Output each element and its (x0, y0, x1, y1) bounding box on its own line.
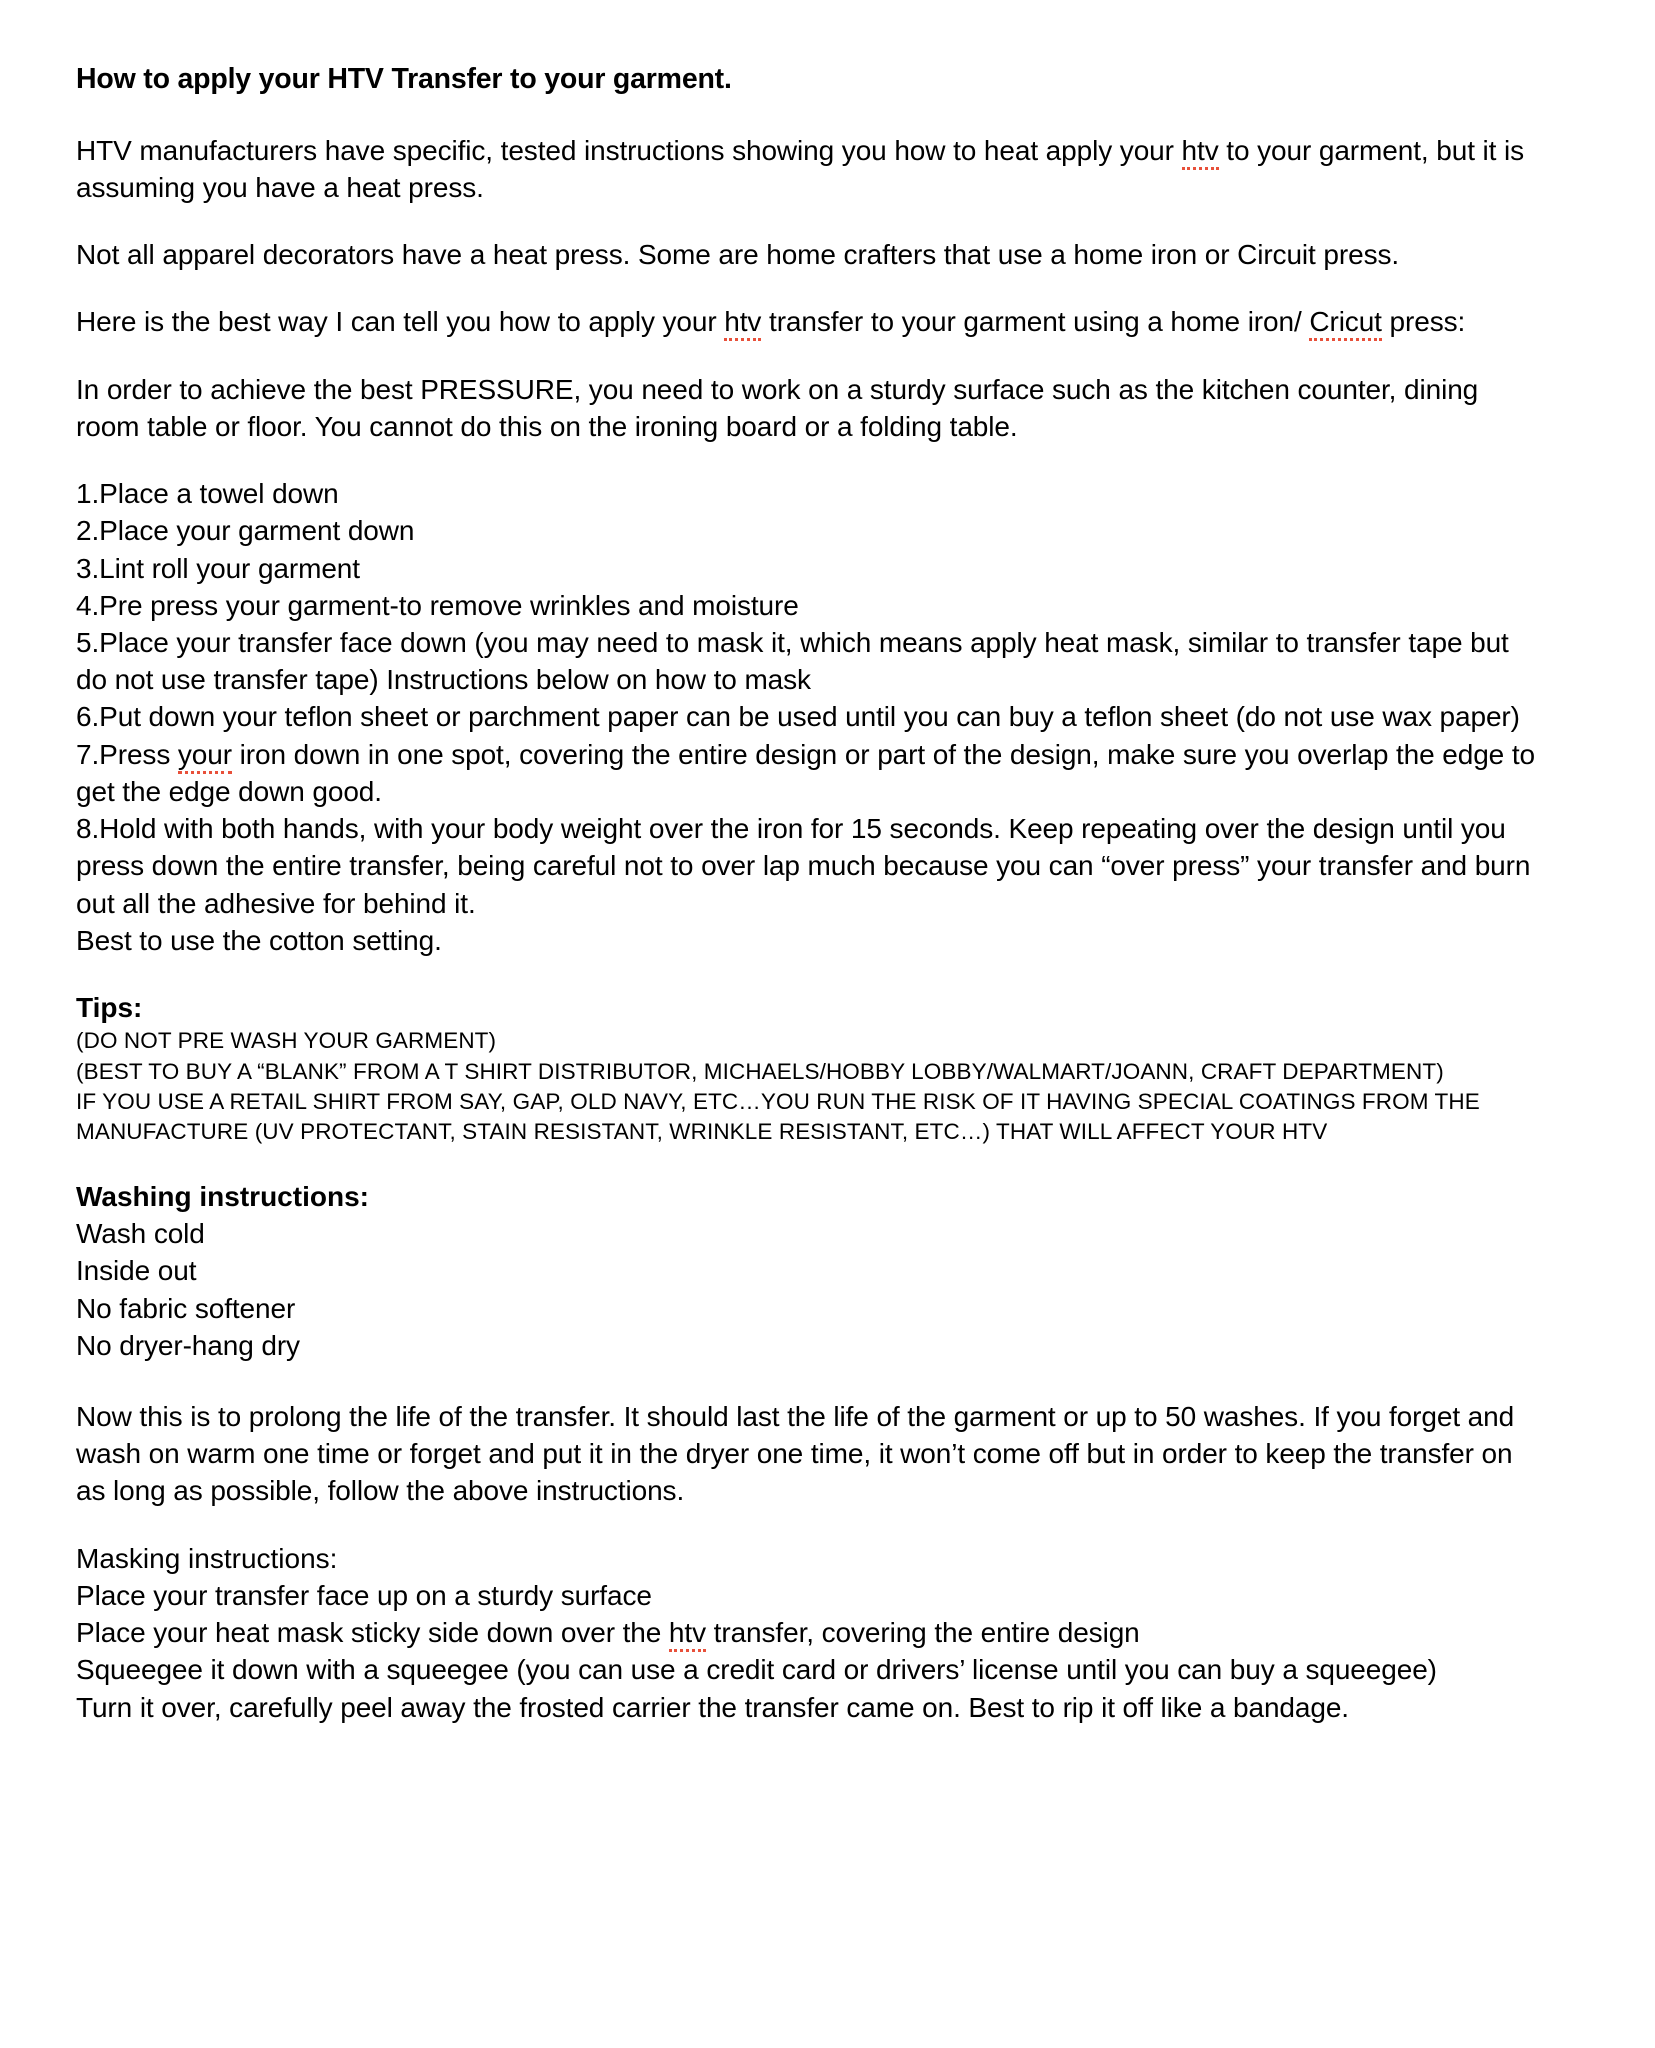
list-item: 4.Pre press your garment-to remove wrinkles and moisture (76, 589, 799, 621)
list-item: No fabric softener (76, 1292, 296, 1324)
spacer (76, 1148, 1546, 1178)
list-item: (BEST TO BUY A “BLANK” FROM A T SHIRT DISTRIBUTOR, MICHAELS/HOBBY LOBBY/WALMART/JOANN, CRAFT DEPARTMENT) (76, 1058, 1444, 1084)
list-item: Place your heat mask sticky side down over the htv transfer, covering the entire design (76, 1614, 1546, 1651)
spacer (76, 341, 1546, 371)
list-item: Place your transfer face up on a sturdy surface (76, 1579, 652, 1611)
list-item: Best to use the cotton setting. (76, 924, 442, 956)
masking-list (76, 1577, 1546, 1726)
list-item: Turn it over, carefully peel away the frosted carrier the transfer came on. Best to rip it off like a bandage. (76, 1691, 1349, 1723)
intro-paragraph-1: HTV manufacturers have specific, tested instructions showing you how to heat apply your htv to your garment, but it is assuming you have a heat press. (76, 134, 1525, 203)
list-item: (DO NOT PRE WASH YOUR GARMENT) (76, 1028, 497, 1054)
spacer (76, 206, 1546, 236)
spellcheck-word-htv: htv (724, 306, 761, 341)
page-title: How to apply your HTV Transfer to your garment. (76, 63, 732, 95)
masking-heading: Masking instructions: (76, 1542, 338, 1574)
tips-heading: Tips: (76, 992, 143, 1024)
washing-heading: Washing instructions: (76, 1180, 369, 1212)
spellcheck-word-your: your (178, 739, 232, 774)
list-item: 2.Place your garment down (76, 515, 415, 547)
spellcheck-word-cricut: Cricut (1309, 306, 1382, 341)
document-body (76, 62, 1546, 1726)
list-item: 8.Hold with both hands, with your body weight over the iron for 15 seconds. Keep repeating over the design until you press down the entire transfer, being careful not to over lap much because you can “over press” your transfer and burn out all the adhesive for behind it. (76, 813, 1531, 919)
list-item: Inside out (76, 1255, 197, 1287)
list-item: 1.Place a towel down (76, 478, 339, 510)
list-item: No dryer-hang dry (76, 1329, 300, 1361)
list-item: IF YOU USE A RETAIL SHIRT FROM SAY, GAP, OLD NAVY, ETC…YOU RUN THE RISK OF IT HAVING SPECIAL COATINGS FROM THE MANUFACTURE (UV PROTECTANT, STAIN RESISTANT, WRINKLE RESISTANT, ETC…) THAT WILL AFFECT YOUR HTV (76, 1089, 1480, 1145)
spacer (76, 1364, 1546, 1398)
list-item: Squeegee it down with a squeegee (you can use a credit card or drivers’ license until you can buy a squeegee) (76, 1654, 1437, 1686)
spacer (76, 98, 1546, 132)
list-item: 5.Place your transfer face down (you may need to mask it, which means apply heat mask, similar to transfer tape but do not use transfer tape) Instructions below on how to mask (76, 626, 1509, 696)
intro-paragraph-4: In order to achieve the best PRESSURE, you need to work on a sturdy surface such as the kitchen counter, dining room table or floor. You cannot do this on the ironing board or a folding table. (76, 373, 1479, 442)
spacer (76, 1510, 1546, 1540)
prolong-paragraph: Now this is to prolong the life of the transfer. It should last the life of the garment or up to 50 washes. If you forget and wash on warm one time or forget and put it in the dryer one time, it won’t come off but in order to keep the transfer on as long as possible, follow the above instructions. (76, 1400, 1515, 1507)
spacer (76, 445, 1546, 475)
list-item: Wash cold (76, 1218, 205, 1250)
spellcheck-word-htv: htv (669, 1617, 706, 1652)
spacer (76, 273, 1546, 303)
steps-list (76, 475, 1546, 959)
list-item: 7.Press your iron down in one spot, covering the entire design or part of the design, make sure you overlap the edge to get the edge down good. (76, 738, 1535, 807)
spellcheck-word-htv: htv (1182, 135, 1219, 170)
intro-paragraph-3: Here is the best way I can tell you how to apply your htv transfer to your garment using a home iron/ Cricut press: (76, 303, 1546, 340)
list-item: 6.Put down your teflon sheet or parchment paper can be used until you can buy a teflon sheet (do not use wax paper) (76, 701, 1520, 733)
list-item: 3.Lint roll your garment (76, 552, 360, 584)
washing-list (76, 1215, 1546, 1364)
intro-paragraph-2: Not all apparel decorators have a heat press. Some are home crafters that use a home iron or Circuit press. (76, 239, 1400, 271)
tips-list (76, 1026, 1546, 1148)
spacer (76, 959, 1546, 989)
